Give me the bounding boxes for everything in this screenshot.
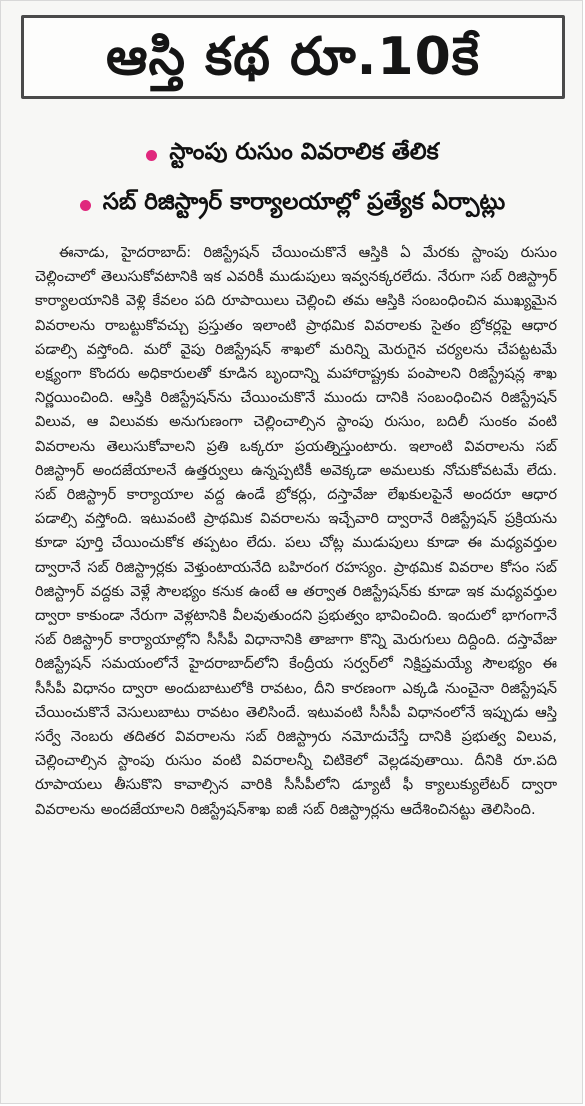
- headline: ఆస్తి కథ రూ.10కే: [106, 27, 480, 87]
- subheading-2-text: సబ్‌ రిజిస్ట్రార్‌ కార్యాలయాల్లో ప్రత్యేక ఏర్పాట్లు: [102, 189, 506, 215]
- article-body: ఈనాడు, హైదరాబాద్‌: రిజిస్ట్రేషన్‌ చేయించుకొనే ఆస్తికి ఏ మేరకు స్టాంపు రుసుం చెల్లించాలో తెలుసుకోవటానికి ఇక ఎవరికీ ముడుపులు ఇవ్వనక్కరలేదు. నేరుగా సబ్‌ రిజిస్ట్రార్‌ కార్యాలయానికి వెళ్లి కేవలం పది రూపాయిలు చెల్లించి తమ ఆస్తికి సంబంధించిన ముఖ్యమైన వివరాలను రాబట్టుకోవచ్చు ప్రస్తుతం ఇలాంటి ప్రాథమిక వివరాలకు సైతం బ్రోకర్లపై ఆధార పడాల్సి వస్తోంది. మరో వైపు రిజిస్ట్రేషన్‌ శాఖలో మరిన్ని మెరుగైన చర్యలను చేపట్టటమే లక్ష్యంగా కొందరు అధికారులతో కూడిన బృందాన్ని మహారాష్ట్రకు పంపాలని రిజిస్ట్రేషన్ల శాఖ నిర్ణయించింది. ఆస్తికి రిజిస్ట్రేషన్‌ను చేయించుకొనే ముందు దానికి సంబంధించిన రిజిస్ట్రేషన్‌ విలువ, ఆ విలువకు అనుగుణంగా చెల్లించాల్సిన స్టాంపు రుసుం, బదిలీ సుంకం వంటి వివరాలను తెలుసుకోవాలని ప్రతి ఒక్కరూ ప్రయత్నిస్తుంటారు. ఇలాంటి వివరాలను సబ్‌ రిజిస్ట్రార్‌ అందజేయాలనే ఉత్తర్వులు ఉన్నప్పటికీ అవెక్కడా అమలుకు నోచుకోవటమే లేదు. సబ్‌ రిజిస్ట్రార్‌ కార్యాయాల వద్ద ఉండే బ్రోకర్లు, దస్తావేజు లేఖకులపైనే అందరూ ఆధార పడాల్సి వస్తోంది. ఇటువంటి ప్రాథమిక వివరాలను ఇచ్చేవారి ద్వారానే రిజిస్ట్రేషన్‌ ప్రక్రియను కూడా పూర్తి చేయించుకోక తప్పటం లేదు. పలు చోట్ల ముడుపులు కూడా ఈ మధ్యవర్తుల ద్వారానే సబ్‌ రిజిస్ట్రార్లకు వెళ్తుంటాయనేది బహిరంగ రహస్యం. ప్రాథమిక వివరాల కోసం సబ్‌ రిజిస్ట్రార్‌ వద్దకు వెళ్లే సౌలభ్యం కనుక ఉంటే ఆ తర్వాత రిజిస్ట్రేషన్‌కు కూడా ఇక మధ్యవర్తుల ద్వారా కాకుండా నేరుగా వెళ్లటానికి వీలవుతుందని ప్రభుత్వం భావించింది. ఇందులో భాగంగానే సబ్‌ రిజిస్ట్రార్‌ కార్యాయాల్లోని సీసీపీ విధానానికి తాజాగా కొన్ని మెరుగులు దిద్దింది. దస్తావేజు రిజిస్ట్రేషన్‌ సమయంలోనే హైదరాబాద్‌లోని కేంద్రీయ సర్వర్‌లో నిక్షిప్తమయ్యే సౌలభ్యం ఈ సీసీపీ విధానం ద్వారా అందుబాటులోకి రావటం, దీని కారణంగా ఎక్కడి నుంచైనా రిజిస్ట్రేషన్‌ చేయించుకొనే వెసులుబాటు రావటం తెలిసిందే. ఇటువంటి సీసీపీ విధానంలోనే ఇప్పుడు ఆస్తి సర్వే నెంబరు తదితర వివరాలను సబ్‌ రిజిస్ట్రారు నమోదుచేస్తే దానికి ప్రభుత్వ విలువ, చెల్లించాల్సిన స్టాంపు రుసుం వంటి వివరాలన్నీ చిటికెలో వెల్లడవుతాయి. దీనికి రూ.పది రూపాయలు తీసుకొని కావాల్సిన వారికి సీసీపీలోని డ్యూటీ ఫీ క్యాలుక్యులేటర్‌ ద్వారా వివరాలను అందజేయాలని రిజిస్ట్రేషన్‌శాఖ ఐజీ సబ్‌ రిజిస్ట్రార్లను ఆదేశించినట్టు తెలిసింది.: [35, 244, 557, 818]
- subheading-2: [1, 189, 584, 221]
- bullet-icon: [80, 200, 91, 211]
- bullet-icon: [146, 150, 157, 161]
- subheading-1: [1, 139, 584, 171]
- headline-box: [21, 15, 565, 99]
- subheading-1-text: స్టాంపు రుసుం వివరాలిక తేలిక: [169, 139, 439, 165]
